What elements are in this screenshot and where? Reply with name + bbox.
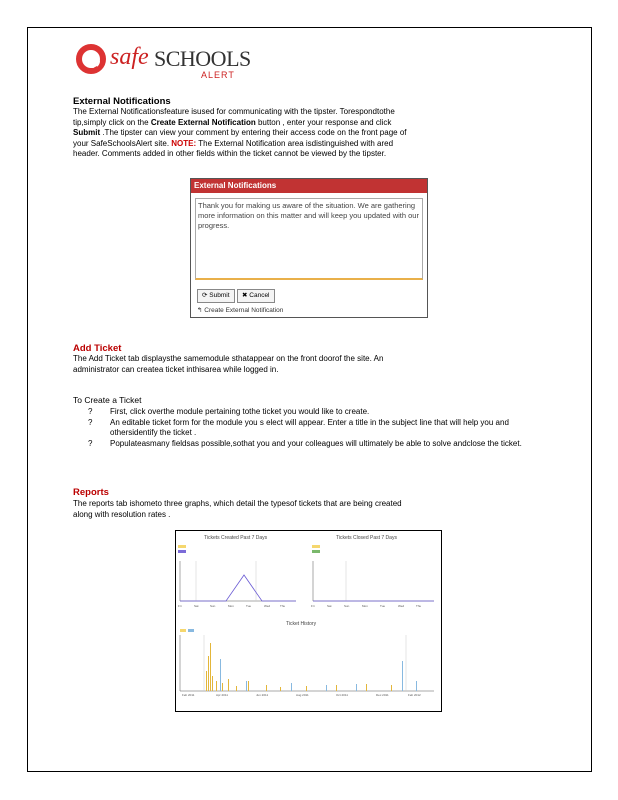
svg-text:Apr 2011: Apr 2011 xyxy=(216,693,228,697)
created-line xyxy=(180,575,296,601)
lifebuoy-icon xyxy=(76,44,106,74)
svg-text:Mon: Mon xyxy=(362,604,368,608)
svg-text:Wed: Wed xyxy=(264,604,271,608)
list-item: ? Populateasmany fieldsas possible,sothat you and your colleagues will ultimately be able to solve andclose the ticket. xyxy=(88,438,522,448)
list-item: ? An editable ticket form for the module you s elect will appear. Enter a title in the subject line that will help you and othersidentify the ticket . xyxy=(88,417,509,437)
add-ticket-heading: Add Ticket xyxy=(73,343,122,354)
notification-textarea[interactable]: Thank you for making us aware of the situation. We are gathering more information on this matter and will keep you updated with our progress. xyxy=(195,198,423,280)
svg-text:Dec 2011: Dec 2011 xyxy=(376,693,389,697)
svg-text:Sun: Sun xyxy=(344,604,350,608)
svg-text:Feb 2012: Feb 2012 xyxy=(408,693,421,697)
external-paragraph: The External Notificationsfeature isused for communicating with the tipster. Torespondtothe tip,simply click on the Create External Notification button , enter your response and click Submit .The tipster can view your comment by entering their access code on the front page of your SafeSchoolsAlert site. NOTE: The External Notification area isdistinguished with ared header. Comments added in other fields within the ticket cannot be viewed by the tipster. xyxy=(73,107,407,158)
create-ticket-steps xyxy=(88,407,528,449)
svg-text:Thu: Thu xyxy=(416,604,422,608)
svg-text:Sun: Sun xyxy=(210,604,216,608)
chart-title-closed: Tickets Closed Past 7 Days xyxy=(336,535,397,541)
reports-paragraph: The reports tab ishometo three graphs, which detail the typesof tickets that are being created along with resolution rates . xyxy=(73,499,402,519)
svg-text:Fri: Fri xyxy=(178,604,182,608)
cancel-button[interactable]: ✖ Cancel xyxy=(237,289,275,303)
refresh-icon: ⟳ xyxy=(202,292,210,299)
legend-swatch xyxy=(178,545,186,548)
close-icon: ✖ xyxy=(242,292,250,299)
svg-text:Wed: Wed xyxy=(398,604,405,608)
svg-text:Tue: Tue xyxy=(380,604,386,608)
svg-text:Mon: Mon xyxy=(228,604,234,608)
safeschools-logo: safe SCHOOLS ALERT xyxy=(74,40,234,84)
create-ticket-heading: To Create a Ticket xyxy=(73,395,142,405)
add-ticket-paragraph: The Add Ticket tab displaysthe samemodule sthatappear on the front doorof the site. An administrator can createa ticket inthisarea while logged in. xyxy=(73,354,384,374)
external-heading: External Notifications xyxy=(73,96,171,107)
external-notification-window xyxy=(190,178,428,318)
chart-title-created: Tickets Created Past 7 Days xyxy=(204,535,268,541)
reports-charts-image xyxy=(175,530,442,712)
chart-title-history: Ticket History xyxy=(286,621,317,627)
reports-heading: Reports xyxy=(73,487,109,498)
charts-drawing xyxy=(176,531,441,711)
svg-text:Oct 2011: Oct 2011 xyxy=(336,693,348,697)
svg-text:Thu: Thu xyxy=(280,604,286,608)
svg-text:Fri: Fri xyxy=(311,604,315,608)
svg-text:Sat: Sat xyxy=(327,604,332,608)
reply-icon: ↰ xyxy=(197,307,205,314)
legend-swatch xyxy=(178,550,186,553)
list-item: ? First, click overthe module pertaining tothe ticket you would like to create. xyxy=(88,407,370,416)
create-external-notification-link[interactable]: ↰ Create External Notification xyxy=(197,307,284,314)
submit-button[interactable]: ⟳ Submit xyxy=(197,289,235,303)
svg-text:Aug 2011: Aug 2011 xyxy=(296,693,309,697)
svg-text:Sat: Sat xyxy=(194,604,199,608)
svg-text:Jun 2011: Jun 2011 xyxy=(256,693,269,697)
svg-text:Feb 2011: Feb 2011 xyxy=(182,693,195,697)
window-title: External Notifications xyxy=(191,179,427,193)
svg-text:Tue: Tue xyxy=(246,604,252,608)
